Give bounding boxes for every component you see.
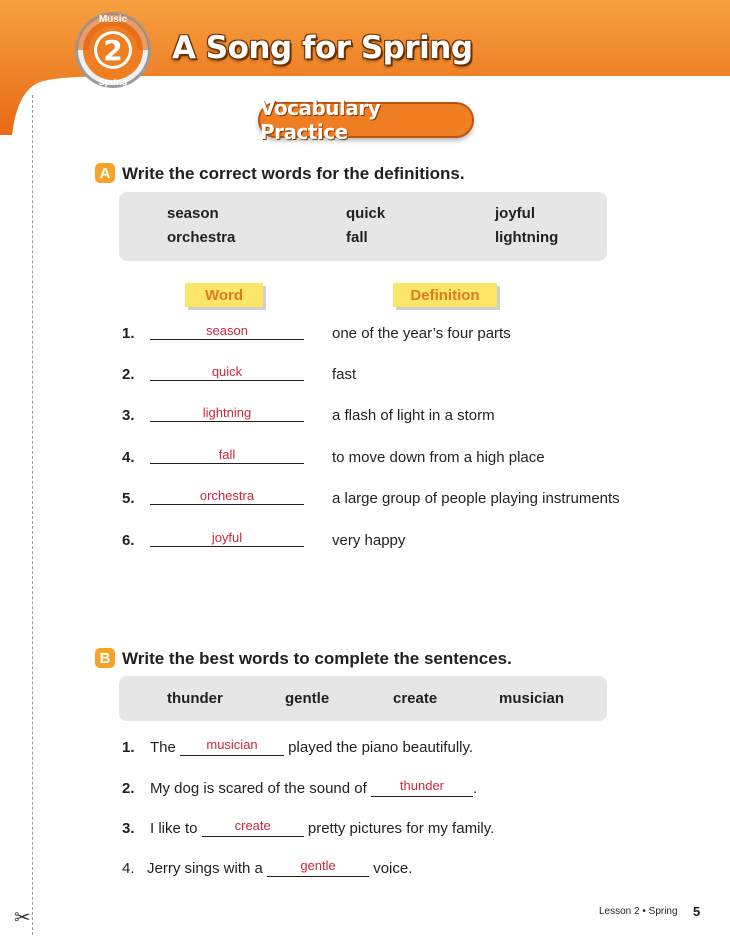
section-a-marker: A (95, 163, 115, 183)
sentence-before: The (150, 739, 181, 756)
answer-line (150, 546, 304, 547)
definition-text: to move down from a high place (332, 449, 545, 466)
definition-text: one of the year’s four parts (332, 325, 511, 342)
word-bank-item: gentle (285, 690, 330, 707)
answer-line (150, 339, 304, 340)
answer-field[interactable]: create (202, 820, 304, 837)
answer-line (150, 421, 304, 422)
sentence (147, 860, 412, 877)
sentence (150, 820, 494, 837)
cut-line (32, 95, 33, 935)
answer-field[interactable]: gentle (267, 860, 369, 877)
answer-line (150, 380, 304, 381)
sentence-before: My dog is scared of the sound of (150, 780, 371, 797)
definition-text: fast (332, 366, 357, 383)
item-number: 2. (122, 780, 135, 797)
answer-field[interactable]: orchestra (199, 488, 255, 503)
item-number: 5. (122, 490, 135, 507)
word-bank-item: create (393, 690, 438, 707)
item-number: 4. (122, 860, 135, 877)
definition-row (0, 447, 730, 471)
definition-text: a flash of light in a storm (332, 407, 495, 424)
section-a-instruction: Write the correct words for the definitions. (122, 164, 465, 183)
sentence-after: pretty pictures for my family. (303, 820, 495, 837)
sentence-row (0, 737, 730, 761)
definition-row (0, 530, 730, 554)
word-bank-item: season (167, 205, 219, 222)
word-bank-item: lightning (495, 229, 559, 246)
item-number: 4. (122, 449, 135, 466)
sentence-row (0, 858, 730, 882)
page-number: 5 (693, 904, 701, 919)
section-b-marker: B (95, 648, 115, 668)
answer-line (150, 463, 304, 464)
badge-subject: Music (98, 14, 128, 25)
sentence-row (0, 778, 730, 802)
badge-number: 2 (103, 34, 123, 67)
definition-row (0, 364, 730, 388)
item-number: 6. (122, 532, 135, 549)
definition-row (0, 405, 730, 429)
footer-lesson: Lesson 2 • Spring (599, 906, 678, 917)
definition-row (0, 488, 730, 512)
answer-field[interactable]: season (206, 323, 248, 338)
item-number: 1. (122, 325, 135, 342)
definition-column-header: Definition (393, 283, 497, 307)
word-bank-item: orchestra (167, 229, 236, 246)
sentence (150, 780, 477, 797)
sentence-row (0, 818, 730, 842)
word-bank-a (119, 192, 607, 261)
scissors-icon: ✂ (14, 907, 31, 929)
answer-field[interactable]: lightning (202, 405, 252, 420)
sentence-after: voice. (369, 860, 413, 877)
answer-field[interactable]: musician (180, 739, 284, 756)
badge-topic: Spring (98, 77, 128, 87)
sentence (150, 739, 473, 756)
word-bank-b (119, 676, 607, 721)
sentence-before: Jerry sings with a (147, 860, 268, 877)
item-number: 1. (122, 739, 135, 756)
word-bank-item: quick (346, 205, 386, 222)
answer-field[interactable]: thunder (371, 780, 473, 797)
answer-field[interactable]: joyful (211, 530, 243, 545)
vocabulary-practice-banner: Vocabulary Practice (258, 102, 474, 138)
page-title: A Song for Spring (172, 30, 473, 66)
item-number: 3. (122, 820, 135, 837)
word-bank-item: thunder (167, 690, 223, 707)
definition-text: very happy (332, 532, 406, 549)
word-column-header: Word (185, 283, 263, 307)
word-bank-item: fall (346, 229, 368, 246)
answer-field[interactable]: quick (211, 364, 243, 379)
answer-line (150, 504, 304, 505)
item-number: 3. (122, 407, 135, 424)
sentence-after: played the piano beautifully. (284, 739, 474, 756)
item-number: 2. (122, 366, 135, 383)
definition-row (0, 323, 730, 347)
answer-field[interactable]: fall (218, 447, 236, 462)
word-bank-item: joyful (495, 205, 535, 222)
section-b-instruction: Write the best words to complete the sentences. (122, 649, 512, 668)
word-bank-item: musician (499, 690, 565, 707)
sentence-after: . (472, 780, 478, 797)
sentence-before: I like to (150, 820, 202, 837)
definition-text: a large group of people playing instruments (332, 490, 620, 507)
